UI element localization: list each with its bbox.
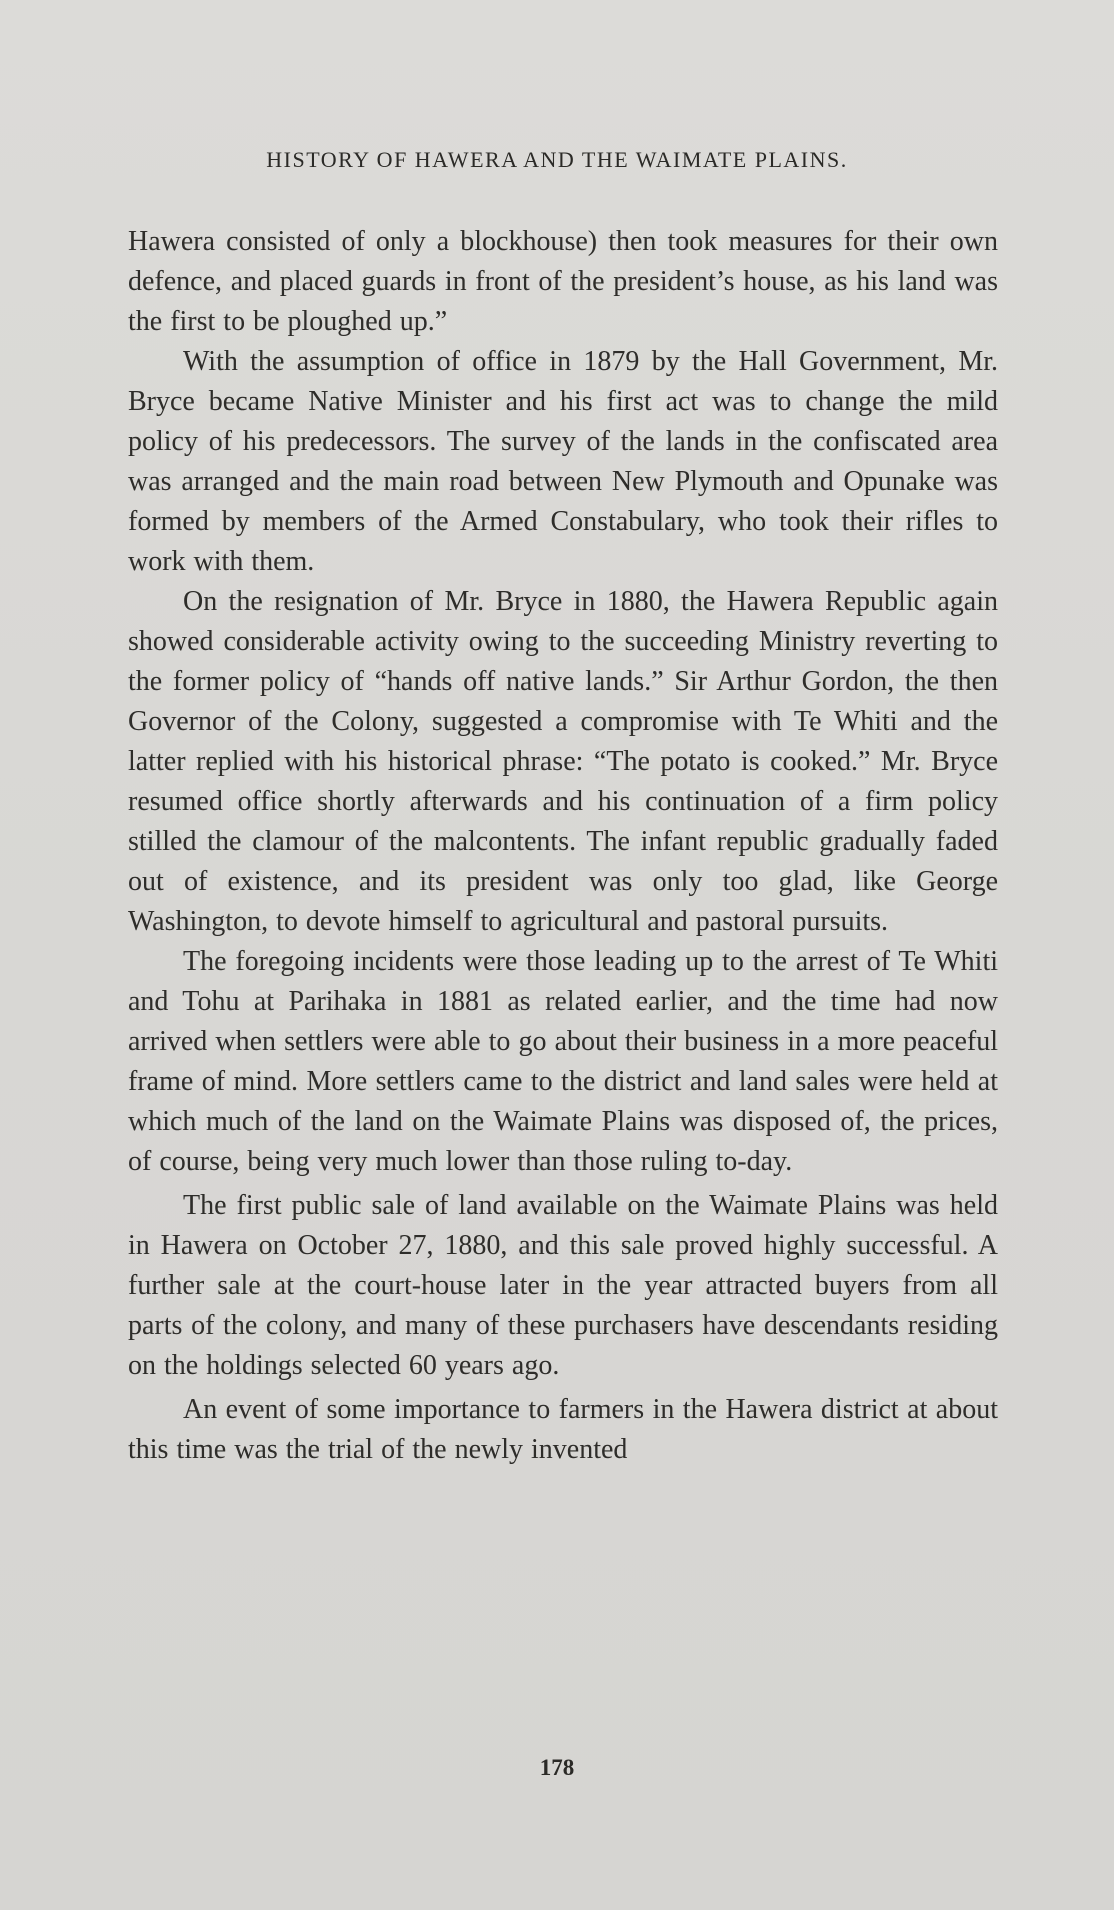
body-text [128, 222, 998, 1470]
running-header: HISTORY OF HAWERA AND THE WAIMATE PLAINS. [266, 147, 848, 172]
paragraph-2: With the assumption of office in 1879 by the Hall Government, Mr. Bryce became Native Minister and his first act was to change the mild policy of his predecessors. The survey of the lands in the confiscated area was arranged and the main road between New Plymouth and Opunake was formed by members of the Armed Constabulary, who took their rifles to work with them. [128, 346, 998, 577]
page-number: 178 [539, 1755, 575, 1780]
paragraph-1: Hawera consisted of only a blockhouse) then took measures for their own defence, and placed guards in front of the president’s house, as his land was the first to be ploughed up.” [128, 226, 998, 337]
paragraph-4: The foregoing incidents were those leading up to the arrest of Te Whiti and Tohu at Parihaka in 1881 as related earlier, and the time had now arrived when settlers were able to go about their business in a more peaceful frame of mind. More settlers came to the district and land sales were held at which much of the land on the Waimate Plains was disposed of, the prices, of course, being very much lower than those ruling to-day. [128, 946, 998, 1177]
paragraph-6: An event of some importance to farmers in the Hawera district at about this time was the trial of the newly invented [128, 1394, 998, 1465]
paragraph-5: The first public sale of land available on the Waimate Plains was held in Hawera on October 27, 1880, and this sale proved highly successful. A further sale at the court-house later in the year attracted buyers from all parts of the colony, and many of these purchasers have descendants residing on the holdings selected 60 years ago. [128, 1190, 998, 1381]
paragraph-3: On the resignation of Mr. Bryce in 1880, the Hawera Republic again showed considerable activity owing to the succeeding Ministry reverting to the former policy of “hands off native lands.” Sir Arthur Gordon, the then Governor of the Colony, suggested a compromise with Te Whiti and the latter replied with his historical phrase: “The potato is cooked.” Mr. Bryce resumed office shortly afterwards and his continuation of a firm policy stilled the clamour of the malcontents. The infant republic gradually faded out of existence, and its president was only too glad, like George Washington, to devote himself to agricultural and pastoral pursuits. [128, 586, 998, 937]
